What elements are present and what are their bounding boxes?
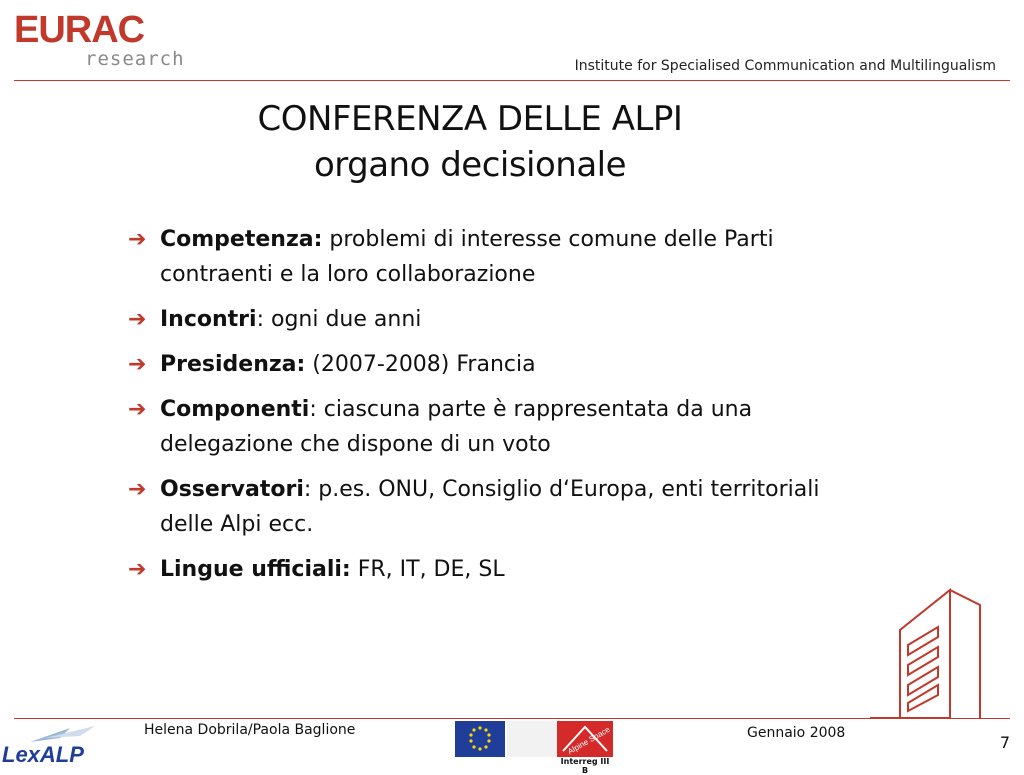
header-divider — [14, 80, 1010, 81]
page-number: 7 — [999, 733, 1010, 752]
eurac-logo — [14, 10, 204, 70]
footer-divider — [14, 718, 1010, 719]
bullet-label: Competenza: — [160, 227, 323, 252]
bullet-item — [128, 302, 848, 337]
bullet-text: : p.es. ONU, Consiglio d‘Europa, enti territoriali delle Alpi ecc. — [160, 477, 820, 537]
arrow-right-icon: ➔ — [128, 557, 147, 582]
interreg-label: Interreg III B — [560, 757, 610, 775]
lexalp-logo — [0, 724, 110, 768]
bullet-label: Incontri — [160, 307, 257, 332]
bullet-text: FR, IT, DE, SL — [350, 557, 505, 582]
arrow-right-icon: ➔ — [128, 397, 147, 422]
arrow-right-icon: ➔ — [128, 477, 147, 502]
bullet-label: Lingue ufficiali: — [160, 557, 351, 582]
slide-title-line2: organo decisionale — [313, 145, 627, 185]
footer-date: Gennaio 2008 — [747, 725, 846, 741]
lexalp-logo-text: LexALP — [2, 742, 84, 767]
bullet-list — [128, 222, 848, 597]
bullet-label: Componenti — [160, 397, 310, 422]
footer-authors: Helena Dobrila/Paola Baglione — [144, 722, 356, 738]
slide-title — [150, 96, 790, 188]
eu-flag-icon — [455, 721, 505, 757]
bullet-text: : ciascuna parte è rappresentata da una delegazione che dispone di un voto — [160, 397, 753, 457]
bullet-text: : ogni due anni — [256, 307, 422, 332]
bullet-item — [128, 392, 848, 462]
eurac-logo-text: EURAC — [14, 9, 145, 51]
bullet-text: (2007-2008) Francia — [305, 352, 536, 377]
bullet-item — [128, 552, 848, 587]
arrow-right-icon: ➔ — [128, 227, 147, 252]
bullet-label: Presidenza: — [160, 352, 306, 377]
arrow-right-icon: ➔ — [128, 352, 147, 377]
eu-funding-note — [507, 721, 557, 757]
arrow-right-icon: ➔ — [128, 307, 147, 332]
bullet-item — [128, 347, 848, 382]
institute-name: Institute for Specialised Communication and Multilingualism — [574, 58, 996, 74]
bullet-label: Osservatori — [160, 477, 304, 502]
bullet-text: problemi di interesse comune delle Parti contraenti e la loro collaborazione — [160, 227, 774, 287]
bullet-item — [128, 472, 848, 542]
slide-title-line1: CONFERENZA DELLE ALPI — [257, 99, 683, 139]
building-decoration-icon — [850, 585, 1024, 720]
alpine-space-text: Alpine Space — [566, 724, 612, 757]
alpine-space-logo — [557, 721, 613, 757]
bullet-item — [128, 222, 848, 292]
eurac-logo-subtext: research — [85, 48, 185, 70]
